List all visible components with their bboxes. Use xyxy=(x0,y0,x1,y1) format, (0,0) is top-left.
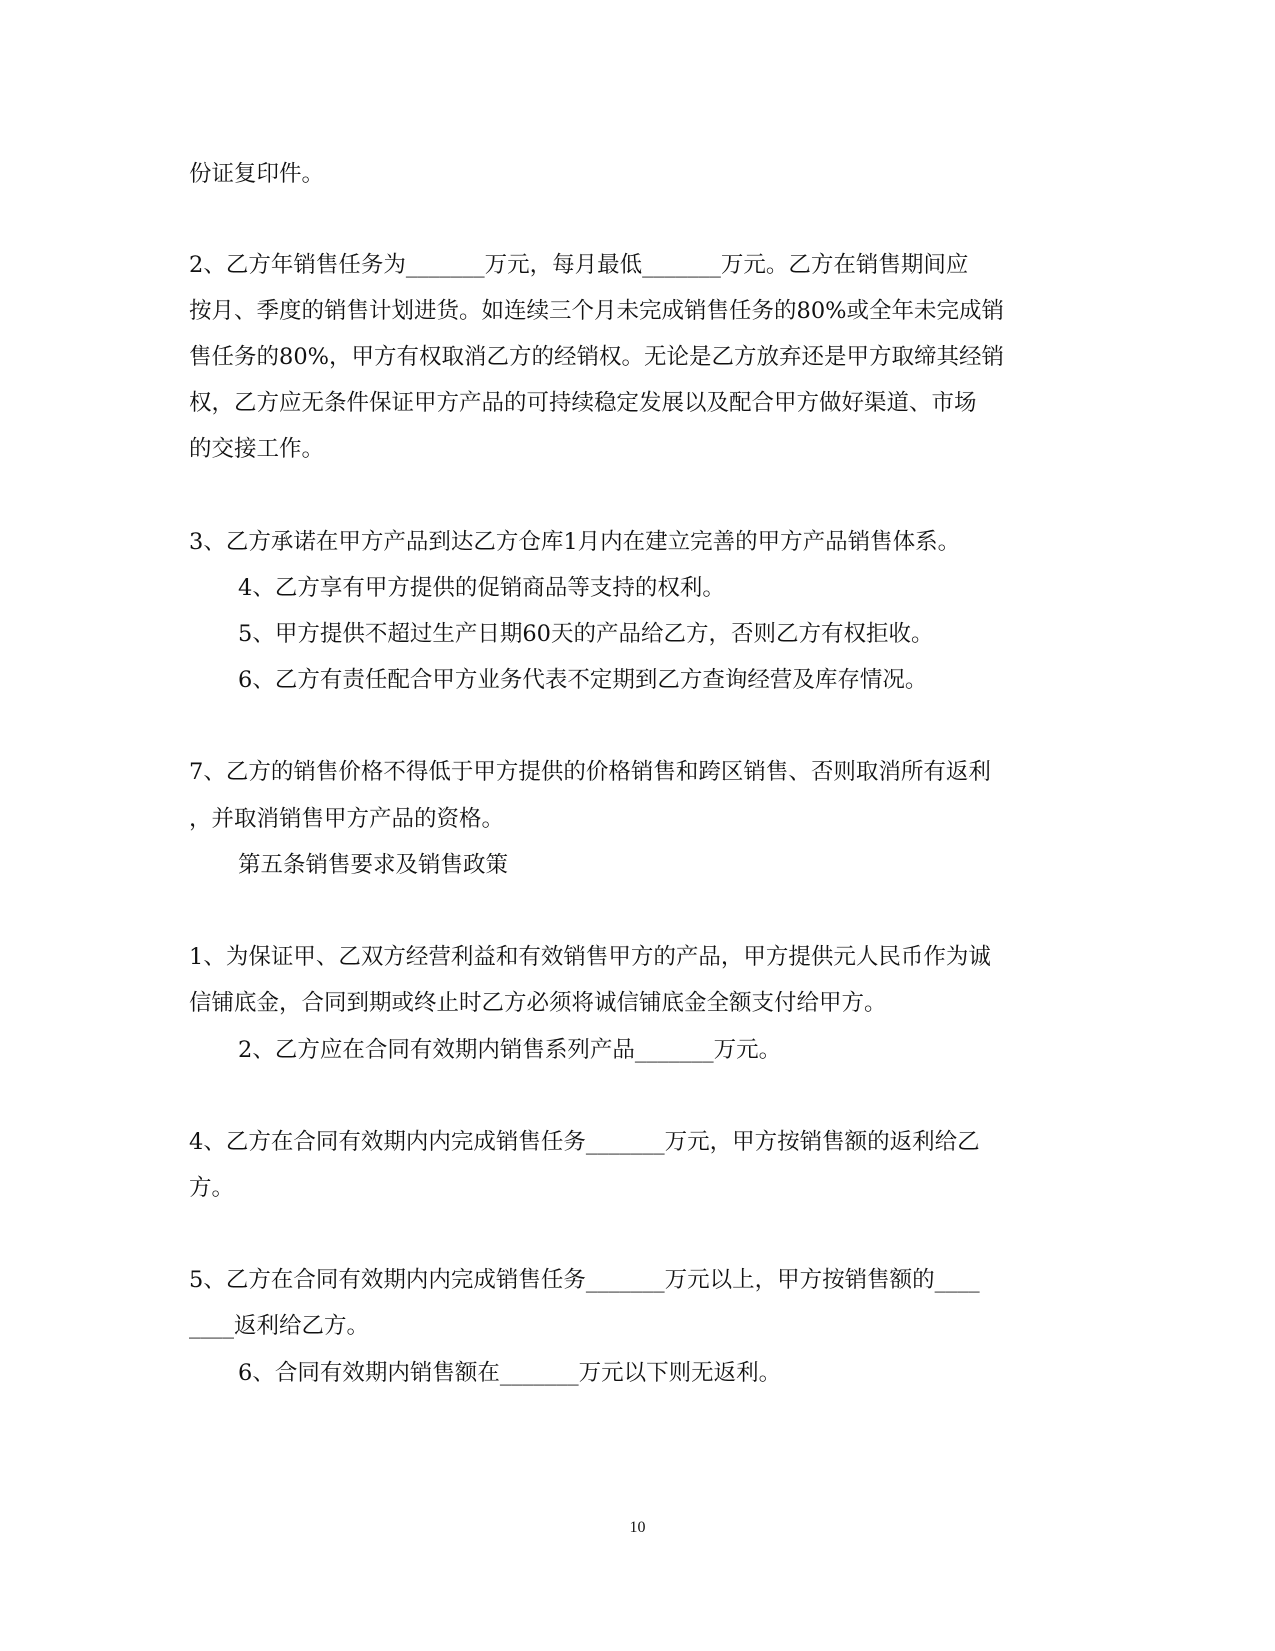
text-line: 按月、季度的销售计划进货。如连续三个月未完成销售任务的80%或全年未完成销 xyxy=(189,298,1005,324)
text-line: 5、甲方提供不超过生产日期60天的产品给乙方，否则乙方有权拒收。 xyxy=(238,621,934,647)
text-line: 份证复印件。 xyxy=(189,161,325,187)
text-line: 6、合同有效期内销售额在_______万元以下则无返利。 xyxy=(238,1360,782,1386)
text-line: 方。 xyxy=(189,1175,235,1201)
page-number: 10 xyxy=(629,1519,646,1536)
text-line: 6、乙方有责任配合甲方业务代表不定期到乙方查询经营及库存情况。 xyxy=(238,667,928,693)
text-line: 2、乙方年销售任务为_______万元，每月最低_______万元。乙方在销售期间应 xyxy=(189,252,969,278)
text-line: 1、为保证甲、乙双方经营利益和有效销售甲方的产品，甲方提供元人民币作为诚 xyxy=(189,944,991,970)
text-line: ____返利给乙方。 xyxy=(189,1313,370,1339)
text-line: 5、乙方在合同有效期内内完成销售任务_______万元以上，甲方按销售额的____ xyxy=(189,1267,980,1293)
text-line: 4、乙方享有甲方提供的促销商品等支持的权利。 xyxy=(238,575,725,601)
text-line: 7、乙方的销售价格不得低于甲方提供的价格销售和跨区销售、否则取消所有返利 xyxy=(189,759,991,785)
text-line: 信铺底金，合同到期或终止时乙方必须将诚信铺底金全额支付给甲方。 xyxy=(189,990,887,1016)
text-line: 的交接工作。 xyxy=(189,436,325,462)
text-line: 2、乙方应在合同有效期内销售系列产品_______万元。 xyxy=(238,1037,782,1063)
text-line: ，并取消销售甲方产品的资格。 xyxy=(189,806,505,832)
section-heading: 第五条销售要求及销售政策 xyxy=(238,852,509,878)
text-line: 4、乙方在合同有效期内内完成销售任务_______万元，甲方按销售额的返利给乙 xyxy=(189,1129,980,1155)
text-line: 权，乙方应无条件保证甲方产品的可持续稳定发展以及配合甲方做好渠道、市场 xyxy=(189,390,977,416)
text-line: 3、乙方承诺在甲方产品到达乙方仓库1月内在建立完善的甲方产品销售体系。 xyxy=(189,529,961,555)
text-line: 售任务的80%，甲方有权取消乙方的经销权。无论是乙方放弃还是甲方取缔其经销 xyxy=(189,344,1005,370)
